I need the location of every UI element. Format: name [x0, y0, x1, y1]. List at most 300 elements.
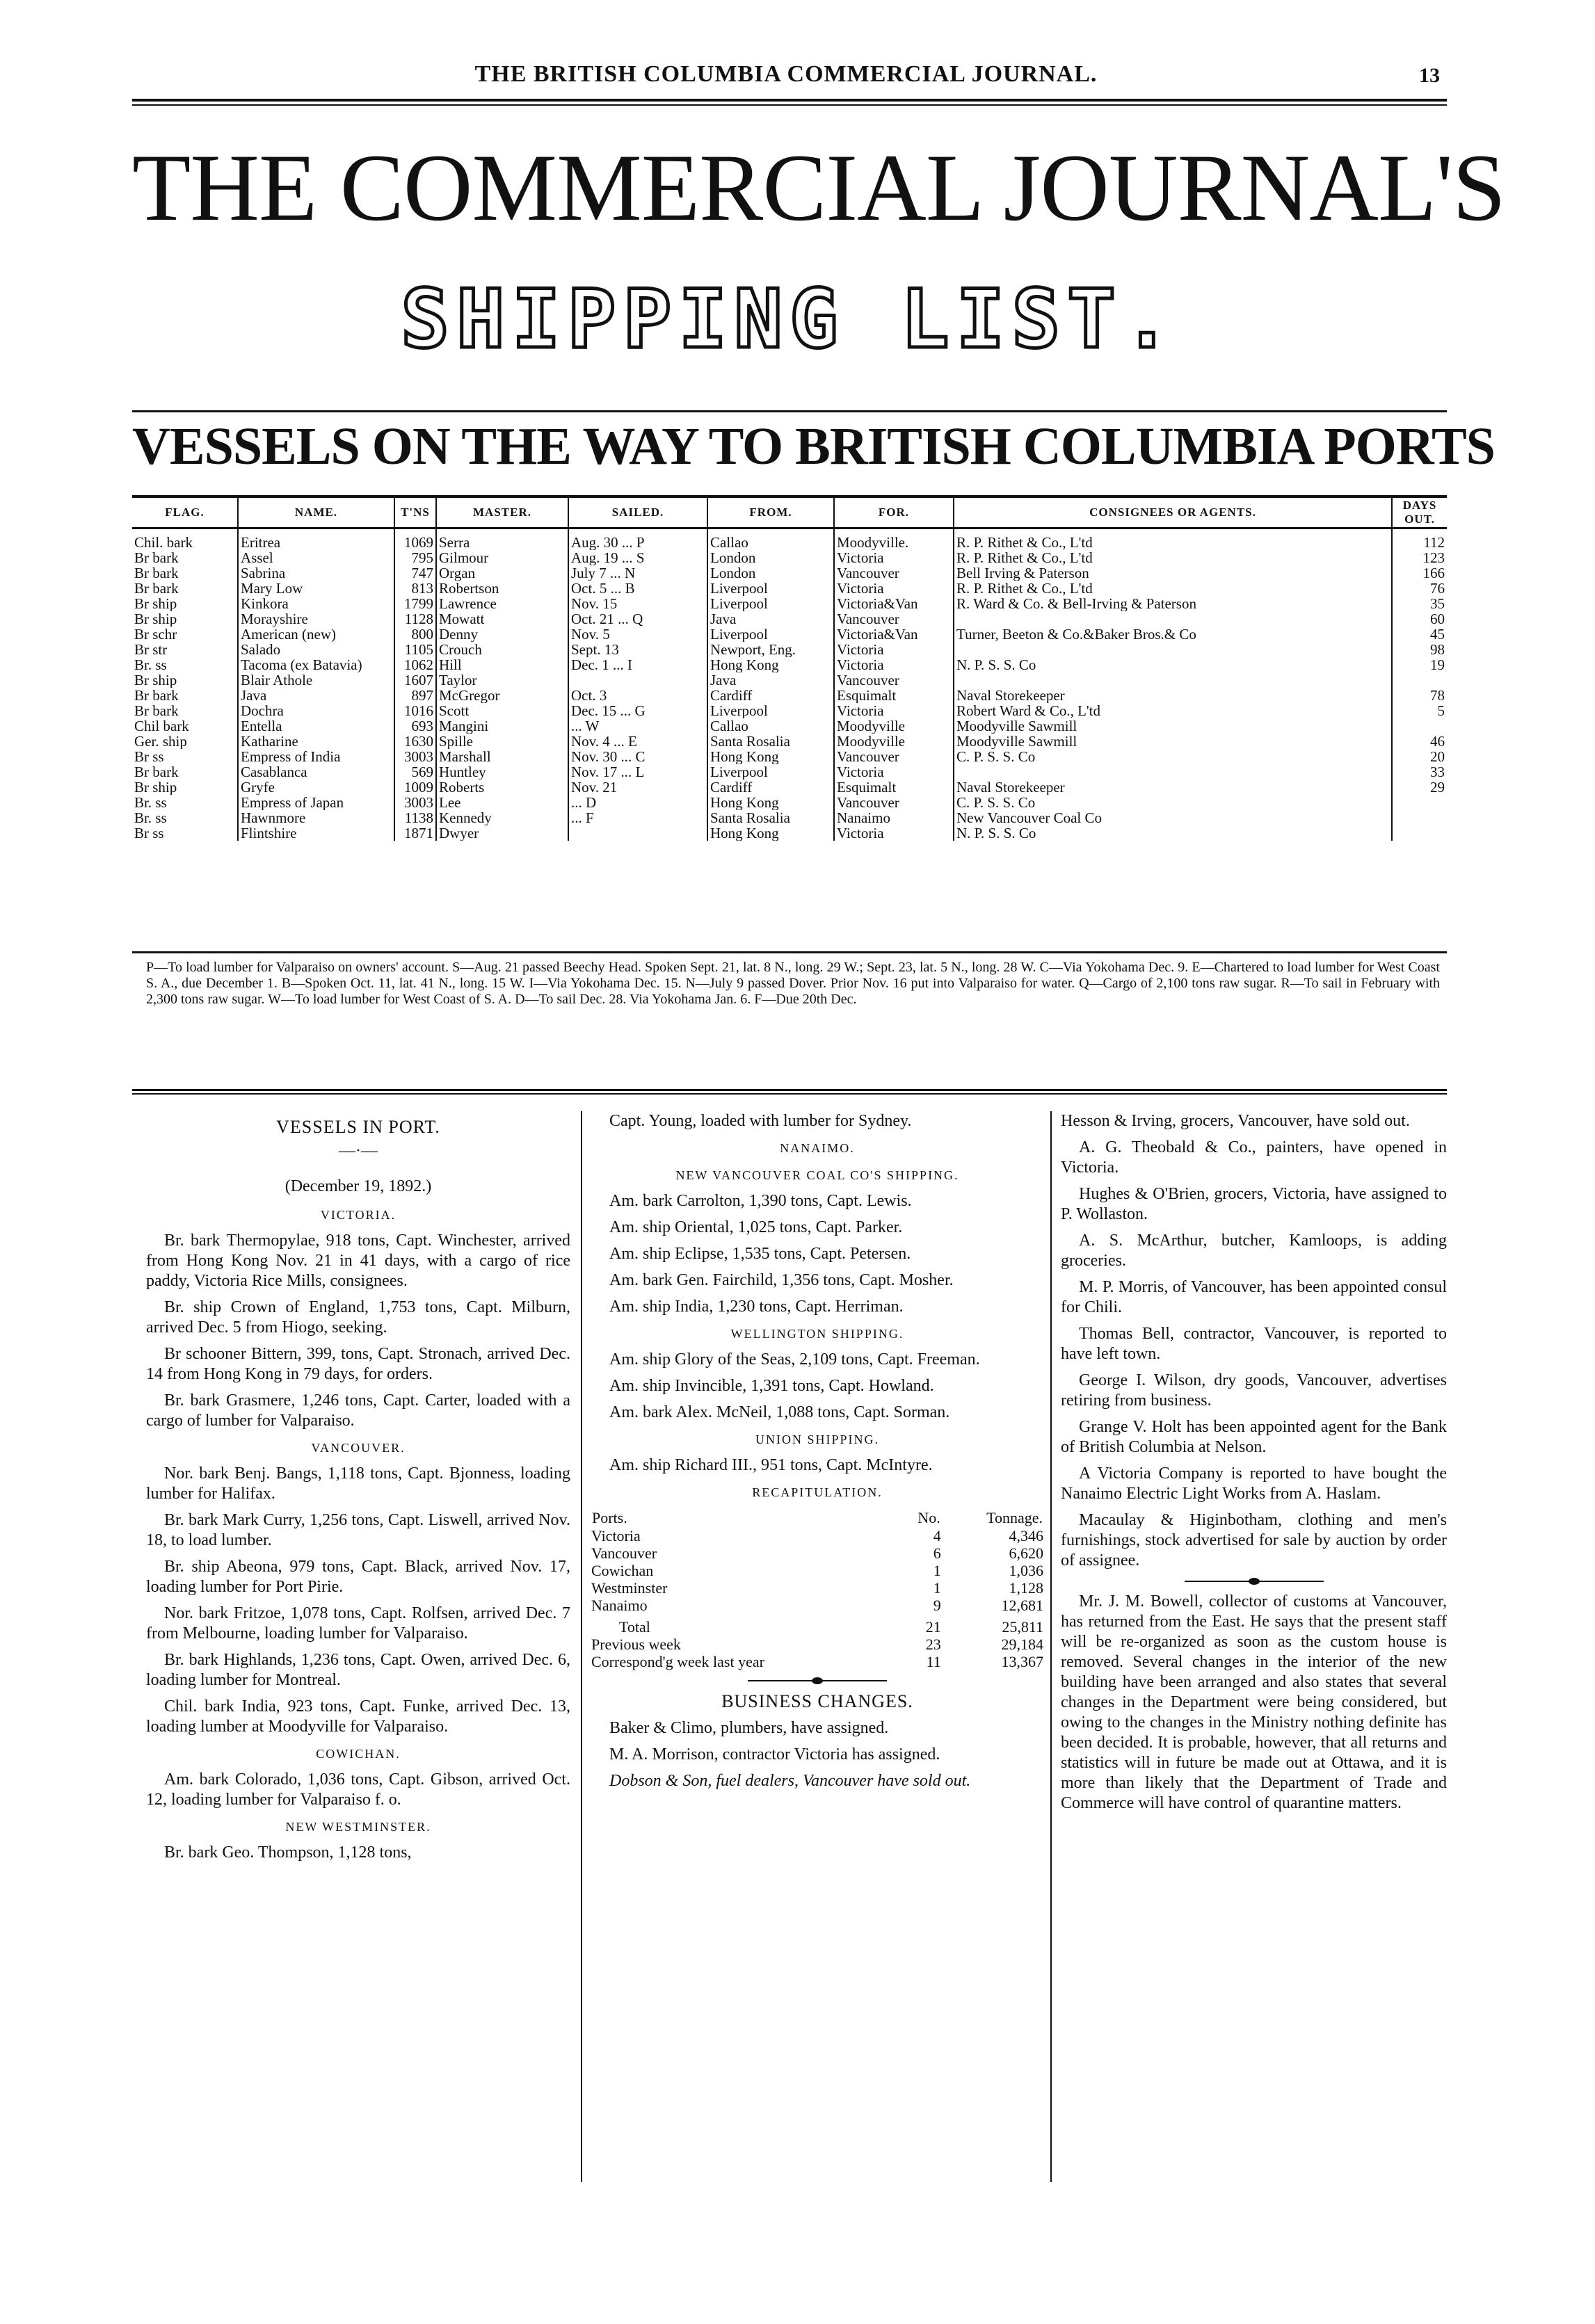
recap-header-row: [591, 1508, 1043, 1527]
table-cell: R. P. Rithet & Co., L'td: [954, 581, 1392, 596]
recap-cell: 6,620: [1009, 1544, 1043, 1562]
table-cell: 747: [394, 565, 436, 581]
table-cell: Hong Kong: [707, 749, 834, 764]
recap-cell: 1: [933, 1562, 941, 1579]
table-cell: Liverpool: [707, 581, 834, 596]
col-consignees: CONSIGNEES OR AGENTS.: [954, 497, 1392, 528]
column-business-notes: [1061, 1111, 1447, 1820]
col-from: FROM.: [707, 497, 834, 528]
paragraph: Macaulay & Higinbotham, clothing and men's furnishings, stock advertised for sale by auction by order of assignee.: [1061, 1511, 1447, 1569]
paragraph: Thomas Bell, contractor, Vancouver, is reported to have left town.: [1061, 1325, 1447, 1363]
table-cell: Liverpool: [707, 703, 834, 718]
table-cell: Liverpool: [707, 764, 834, 780]
table-cell: 813: [394, 581, 436, 596]
table-cell: [954, 672, 1392, 688]
table-cell: Marshall: [436, 749, 568, 764]
table-cell: Hawnmore: [238, 810, 394, 825]
table-cell: Entella: [238, 718, 394, 734]
table-cell: Empress of India: [238, 749, 394, 764]
recap-row: [591, 1527, 1043, 1544]
paragraph: Am. ship India, 1,230 tons, Capt. Herriman.: [609, 1298, 904, 1316]
table-cell: 1607: [394, 672, 436, 688]
table-cell: Taylor: [436, 672, 568, 688]
table-row: [132, 528, 1447, 551]
table-cell: Vancouver: [834, 611, 954, 627]
table-cell: C. P. S. S. Co: [954, 795, 1392, 810]
table-cell: Chil. bark: [132, 528, 238, 551]
table-cell: Br ss: [132, 825, 238, 841]
recap-row: [591, 1562, 1043, 1579]
table-cell: Cardiff: [707, 780, 834, 795]
dash-ornament: —·—: [339, 1142, 378, 1160]
table-cell: Vancouver: [834, 672, 954, 688]
table-cell: Esquimalt: [834, 780, 954, 795]
table-cell: Aug. 19 ... S: [568, 550, 707, 565]
table-cell: New Vancouver Coal Co: [954, 810, 1392, 825]
table-cell: Victoria: [834, 642, 954, 657]
running-head-title: THE BRITISH COLUMBIA COMMERCIAL JOURNAL.: [474, 61, 1098, 87]
table-cell: 569: [394, 764, 436, 780]
table-header-row: [132, 497, 1447, 528]
table-cell: 1871: [394, 825, 436, 841]
paragraph: Br. bark Thermopylae, 918 tons, Capt. Winchester, arrived from Hong Kong Nov. 21 in 41 days, with a cargo of rice paddy, Victoria Rice Mills, consignees.: [146, 1232, 570, 1290]
table-cell: Assel: [238, 550, 394, 565]
recap-cell: 4,346: [1009, 1527, 1043, 1544]
table-row: [132, 565, 1447, 581]
page-number: 13: [1419, 64, 1440, 87]
recap-cell: 6: [933, 1544, 941, 1562]
table-cell: Br bark: [132, 550, 238, 565]
table-cell: 1016: [394, 703, 436, 718]
col-master: MASTER.: [436, 497, 568, 528]
paragraph: Dobson & Son, fuel dealers, Vancouver have sold out.: [609, 1772, 971, 1790]
paragraph: Baker & Climo, plumbers, have assigned.: [609, 1719, 889, 1737]
recap-previous-row: [591, 1636, 1043, 1653]
table-cell: [1392, 795, 1447, 810]
table-notes: P—To load lumber for Valparaiso on owners' account. S—Aug. 21 passed Beechy Head. Spoken Sept. 21, lat. 8 N., long. 29 W.; Sept. 23, lat. 5 N., long. 28 W. C—Via Yokohama Dec. 9. E—Chartered to load lumber for West Coast S. A., due December 1. B—Spoken Oct. 11, lat. 41 N., long. 15 W. I—Via Yokohama Dec. 15. N—July 9 passed Dover. Prior Nov. 16 put into Valparaiso for water. Q—Cargo of 2,100 tons raw sugar. R—To sail in February with 2,300 tons raw sugar. W—To load lumber for West Coast of S. A. D—To sail Dec. 28. Via Yokohama Jan. 6. F—Due 20th Dec.: [146, 960, 1440, 1007]
table-cell: Hill: [436, 657, 568, 672]
table-cell: Vancouver: [834, 565, 954, 581]
recap-cell: 4: [933, 1527, 941, 1544]
table-cell: Dwyer: [436, 825, 568, 841]
paragraph: Am. ship Oriental, 1,025 tons, Capt. Parker.: [609, 1218, 903, 1236]
table-cell: 35: [1430, 596, 1445, 611]
table-cell: 1799: [394, 596, 436, 611]
recap-row: [591, 1544, 1043, 1562]
paragraph: A. G. Theobald & Co., painters, have opened in Victoria.: [1061, 1138, 1447, 1177]
table-cell: Victoria: [834, 550, 954, 565]
table-cell: [954, 642, 1392, 657]
table-cell: Moodyville Sawmill: [954, 734, 1392, 749]
table-cell: Eritrea: [238, 528, 394, 551]
table-cell: Moodyville: [834, 718, 954, 734]
col-sailed: SAILED.: [568, 497, 707, 528]
paragraph: A. S. McArthur, butcher, Kamloops, is adding groceries.: [1061, 1232, 1447, 1270]
table-cell: Java: [238, 688, 394, 703]
table-cell: Br bark: [132, 703, 238, 718]
table-cell: R. P. Rithet & Co., L'td: [954, 528, 1392, 551]
table-cell: Spille: [436, 734, 568, 749]
subheading: VICTORIA.: [320, 1208, 396, 1222]
paragraph: Am. ship Eclipse, 1,535 tons, Capt. Petersen.: [609, 1245, 911, 1263]
recap-row: [591, 1597, 1043, 1614]
subheading: COWICHAN.: [316, 1747, 401, 1761]
paragraph: M. A. Morrison, contractor Victoria has assigned.: [609, 1745, 940, 1764]
table-row: [132, 627, 1447, 642]
recap-cell: 1,128: [1009, 1579, 1043, 1597]
table-cell: Lawrence: [436, 596, 568, 611]
table-cell: 45: [1430, 627, 1445, 642]
table-cell: Br ship: [132, 611, 238, 627]
paragraph: Grange V. Holt has been appointed agent for the Bank of British Columbia at Nelson.: [1061, 1418, 1447, 1456]
table-cell: Victoria: [834, 581, 954, 596]
table-cell: Nov. 15: [568, 596, 707, 611]
recap-cell: Victoria: [591, 1527, 641, 1544]
table-cell: Br ss: [132, 749, 238, 764]
table-row: [132, 718, 1447, 734]
table-cell: Kennedy: [436, 810, 568, 825]
table-cell: Turner, Beeton & Co.&Baker Bros.& Co: [954, 627, 1392, 642]
table-cell: Mowatt: [436, 611, 568, 627]
table-cell: 98: [1430, 642, 1445, 657]
table-row: [132, 810, 1447, 825]
table-cell: Br str: [132, 642, 238, 657]
table-cell: Aug. 30 ... P: [568, 528, 707, 551]
table-cell: Vancouver: [834, 795, 954, 810]
table-cell: 897: [394, 688, 436, 703]
masthead-title: THE COMMERCIAL JOURNAL'S: [132, 134, 1505, 241]
recap-col-tonnage: Tonnage.: [986, 1509, 1043, 1526]
table-cell: Lee: [436, 795, 568, 810]
rule: [132, 104, 1447, 106]
table-cell: Nov. 30 ... C: [568, 749, 707, 764]
paragraph: Br. ship Abeona, 979 tons, Capt. Black, arrived Nov. 17, loading lumber for Port Pirie.: [146, 1558, 570, 1596]
table-cell: ... D: [568, 795, 707, 810]
table-cell: Robertson: [436, 581, 568, 596]
section-heading: VESSELS IN PORT.: [276, 1117, 440, 1137]
table-cell: 1138: [394, 810, 436, 825]
table-cell: Newport, Eng.: [707, 642, 834, 657]
table-cell: Organ: [436, 565, 568, 581]
paragraph: Am. ship Glory of the Seas, 2,109 tons, Capt. Freeman.: [609, 1350, 980, 1369]
table-cell: Java: [707, 672, 834, 688]
paragraph: Am. bark Gen. Fairchild, 1,356 tons, Capt. Mosher.: [609, 1271, 954, 1289]
table-row: [132, 749, 1447, 764]
paragraph: Am. bark Alex. McNeil, 1,088 tons, Capt. Sorman.: [609, 1403, 950, 1421]
table-cell: Dec. 15 ... G: [568, 703, 707, 718]
paragraph: Capt. Young, loaded with lumber for Sydney.: [609, 1112, 912, 1130]
dateline: (December 19, 1892.): [284, 1177, 432, 1195]
table-cell: 33: [1430, 764, 1445, 780]
table-cell: 693: [394, 718, 436, 734]
recap-cell: 9: [933, 1597, 941, 1614]
table-cell: 1128: [394, 611, 436, 627]
recap-corresponding-row: [591, 1653, 1043, 1670]
paragraph: Am. ship Richard III., 951 tons, Capt. McIntyre.: [609, 1456, 933, 1474]
table-cell: Dochra: [238, 703, 394, 718]
table-cell: 795: [394, 550, 436, 565]
table-row: [132, 672, 1447, 688]
separator-ornament: [1185, 1581, 1324, 1582]
table-cell: Oct. 21 ... Q: [568, 611, 707, 627]
paragraph: Hesson & Irving, grocers, Vancouver, have sold out.: [1061, 1112, 1410, 1130]
column-rule: [581, 1111, 582, 2182]
table-cell: Br bark: [132, 764, 238, 780]
recap-cell: Cowichan: [591, 1562, 654, 1579]
rule: [132, 951, 1447, 953]
paragraph: Nor. bark Benj. Bangs, 1,118 tons, Capt. Bjonness, loading lumber for Halifax.: [146, 1464, 570, 1503]
table-cell: 112: [1423, 534, 1445, 550]
recap-cell: Vancouver: [591, 1544, 657, 1562]
col-name: NAME.: [238, 497, 394, 528]
table-cell: Sabrina: [238, 565, 394, 581]
table-body: [132, 528, 1447, 841]
table-cell: Victoria: [834, 657, 954, 672]
subheading: UNION SHIPPING.: [755, 1433, 879, 1446]
recap-col-no: No.: [917, 1509, 940, 1526]
table-cell: Br. ss: [132, 795, 238, 810]
table-row: [132, 780, 1447, 795]
table-cell: [568, 672, 707, 688]
table-cell: Victoria: [834, 764, 954, 780]
table-cell: Br. ss: [132, 657, 238, 672]
paragraph: Br. bark Mark Curry, 1,256 tons, Capt. Liswell, arrived Nov. 18, to load lumber.: [146, 1511, 570, 1549]
table-cell: [568, 825, 707, 841]
table-cell: Dec. 1 ... I: [568, 657, 707, 672]
table-row: [132, 642, 1447, 657]
paragraph: Am. bark Colorado, 1,036 tons, Capt. Gibson, arrived Oct. 12, loading lumber for Valparaiso f. o.: [146, 1770, 570, 1809]
table-cell: C. P. S. S. Co: [954, 749, 1392, 764]
paragraph: Nor. bark Fritzoe, 1,078 tons, Capt. Rolfsen, arrived Dec. 7 from Melbourne, loading lumber for Valparaiso.: [146, 1604, 570, 1643]
recap-total-tonnage: 25,811: [1002, 1618, 1043, 1636]
column-nanaimo: [591, 1111, 1043, 1798]
recap-cell: 12,681: [1001, 1597, 1043, 1614]
table-cell: Naval Storekeeper: [954, 780, 1392, 795]
table-cell: Cardiff: [707, 688, 834, 703]
table-cell: American (new): [238, 627, 394, 642]
table-row: [132, 657, 1447, 672]
paragraph: Chil. bark India, 923 tons, Capt. Funke, arrived Dec. 13, loading lumber at Moodyville for Valparaiso.: [146, 1697, 570, 1736]
table-cell: Gilmour: [436, 550, 568, 565]
section-heading: BUSINESS CHANGES.: [721, 1691, 913, 1711]
table-cell: Moodyville.: [834, 528, 954, 551]
table-cell: 1009: [394, 780, 436, 795]
table-cell: R. Ward & Co. & Bell-Irving & Paterson: [954, 596, 1392, 611]
table-cell: Hong Kong: [707, 795, 834, 810]
table-cell: 19: [1430, 657, 1445, 672]
table-cell: ... F: [568, 810, 707, 825]
recap-cell: 1: [933, 1579, 941, 1597]
table-cell: Crouch: [436, 642, 568, 657]
table-row: [132, 734, 1447, 749]
subheading: NEW VANCOUVER COAL CO'S SHIPPING.: [675, 1168, 959, 1182]
recap-total-row: [591, 1614, 1043, 1636]
table-cell: Santa Rosalia: [707, 810, 834, 825]
rule: [132, 99, 1447, 102]
table-cell: Br ship: [132, 672, 238, 688]
table-cell: [954, 764, 1392, 780]
table-cell: Bell Irving & Paterson: [954, 565, 1392, 581]
table-cell: Nov. 4 ... E: [568, 734, 707, 749]
table-cell: Kinkora: [238, 596, 394, 611]
table-cell: Katharine: [238, 734, 394, 749]
table-cell: Br schr: [132, 627, 238, 642]
table-cell: Empress of Japan: [238, 795, 394, 810]
subheading: RECAPITULATION.: [752, 1485, 883, 1499]
table-cell: Huntley: [436, 764, 568, 780]
section-title: VESSELS ON THE WAY TO BRITISH COLUMBIA PORTS: [132, 417, 1495, 476]
table-cell: Sept. 13: [568, 642, 707, 657]
recap-previous-no: 23: [925, 1636, 941, 1653]
table-cell: Victoria&Van: [834, 627, 954, 642]
paragraph: Hughes & O'Brien, grocers, Victoria, have assigned to P. Wollaston.: [1061, 1185, 1447, 1223]
table-cell: Mary Low: [238, 581, 394, 596]
table-cell: Br bark: [132, 581, 238, 596]
table-cell: Nanaimo: [834, 810, 954, 825]
table-cell: Flintshire: [238, 825, 394, 841]
table-cell: Salado: [238, 642, 394, 657]
col-tons: T'NS: [394, 497, 436, 528]
subheading: VANCOUVER.: [311, 1441, 406, 1455]
table-cell: [1392, 672, 1447, 688]
table-cell: Santa Rosalia: [707, 734, 834, 749]
table-cell: 60: [1430, 611, 1445, 627]
table-cell: 1105: [394, 642, 436, 657]
recap-cell: Westminster: [591, 1579, 668, 1597]
table-cell: Br bark: [132, 688, 238, 703]
vessels-table: [132, 495, 1447, 841]
table-cell: Liverpool: [707, 596, 834, 611]
table-cell: Chil bark: [132, 718, 238, 734]
paragraph: Br. bark Highlands, 1,236 tons, Capt. Owen, arrived Dec. 6, loading lumber for Montreal.: [146, 1651, 570, 1689]
table-cell: McGregor: [436, 688, 568, 703]
paragraph: Br. bark Grasmere, 1,246 tons, Capt. Carter, loaded with a cargo of lumber for Valparaiso.: [146, 1391, 570, 1430]
table-cell: 29: [1430, 780, 1445, 795]
table-cell: Br ship: [132, 780, 238, 795]
table-cell: ... W: [568, 718, 707, 734]
table-cell: Victoria: [834, 825, 954, 841]
recap-total-no: 21: [925, 1618, 941, 1636]
table-cell: N. P. S. S. Co: [954, 825, 1392, 841]
table-cell: Mangini: [436, 718, 568, 734]
table-row: [132, 596, 1447, 611]
masthead-subtitle: SHIPPING LIST.: [401, 273, 1178, 366]
table-row: [132, 688, 1447, 703]
table-row: [132, 795, 1447, 810]
table-cell: Moodyville: [834, 734, 954, 749]
table-cell: [1392, 718, 1447, 734]
subheading: NEW WESTMINSTER.: [285, 1820, 431, 1834]
table-row: [132, 581, 1447, 596]
table-cell: Nov. 21: [568, 780, 707, 795]
table-cell: Java: [707, 611, 834, 627]
table-cell: 78: [1430, 688, 1445, 703]
rule: [132, 1089, 1447, 1091]
table-cell: 800: [394, 627, 436, 642]
paragraph: Am. bark Carrolton, 1,390 tons, Capt. Lewis.: [609, 1192, 912, 1210]
paragraph: M. P. Morris, of Vancouver, has been appointed consul for Chili.: [1061, 1278, 1447, 1316]
subheading: WELLINGTON SHIPPING.: [730, 1327, 904, 1341]
recap-corresponding-no: 11: [926, 1653, 941, 1670]
table-cell: Esquimalt: [834, 688, 954, 703]
table-cell: London: [707, 565, 834, 581]
table-cell: Br bark: [132, 565, 238, 581]
recap-row: [591, 1579, 1043, 1597]
table-cell: Blair Athole: [238, 672, 394, 688]
table-row: [132, 550, 1447, 565]
table-cell: Callao: [707, 718, 834, 734]
recap-cell: 1,036: [1009, 1562, 1043, 1579]
table-cell: Victoria: [834, 703, 954, 718]
rule: [132, 1093, 1447, 1095]
paragraph: Br schooner Bittern, 399, tons, Capt. Stronach, arrived Dec. 14 from Hong Kong in 79 days, for orders.: [146, 1345, 570, 1383]
table-cell: 166: [1422, 565, 1445, 581]
table-row: [132, 703, 1447, 718]
table-cell: London: [707, 550, 834, 565]
table-cell: N. P. S. S. Co: [954, 657, 1392, 672]
table-cell: 46: [1430, 734, 1445, 749]
table-cell: Ger. ship: [132, 734, 238, 749]
running-head: [132, 61, 1440, 93]
table-cell: Robert Ward & Co., L'td: [954, 703, 1392, 718]
recap-previous-tonnage: 29,184: [1001, 1636, 1043, 1653]
col-flag: FLAG.: [132, 497, 238, 528]
rule: [132, 410, 1447, 412]
table-cell: Morayshire: [238, 611, 394, 627]
table-cell: 76: [1430, 581, 1445, 596]
table-cell: 20: [1430, 749, 1445, 764]
table-cell: Oct. 5 ... B: [568, 581, 707, 596]
table-cell: Scott: [436, 703, 568, 718]
col-for: FOR.: [834, 497, 954, 528]
column-vessels-in-port: [146, 1111, 570, 1869]
table-cell: Serra: [436, 528, 568, 551]
table-cell: Tacoma (ex Batavia): [238, 657, 394, 672]
subheading: NANAIMO.: [780, 1141, 855, 1155]
table-cell: Naval Storekeeper: [954, 688, 1392, 703]
col-days-out: DAYS OUT.: [1392, 497, 1447, 528]
table-cell: 1069: [394, 528, 436, 551]
table-cell: Liverpool: [707, 627, 834, 642]
table-cell: Vancouver: [834, 749, 954, 764]
recapitulation-table: [591, 1508, 1043, 1670]
table-cell: Oct. 3: [568, 688, 707, 703]
table-cell: 3003: [394, 749, 436, 764]
recap-previous-label: Previous week: [591, 1636, 681, 1653]
paragraph: A Victoria Company is reported to have bought the Nanaimo Electric Light Works from A. Haslam.: [1061, 1464, 1447, 1503]
table-cell: [1392, 825, 1447, 841]
recap-col-ports: Ports.: [592, 1509, 627, 1526]
table-cell: Victoria&Van: [834, 596, 954, 611]
table-cell: Nov. 5: [568, 627, 707, 642]
table-cell: July 7 ... N: [568, 565, 707, 581]
table-cell: Br ship: [132, 596, 238, 611]
table-cell: 3003: [394, 795, 436, 810]
table-row: [132, 825, 1447, 841]
recap-body: [591, 1527, 1043, 1614]
paragraph: Br. ship Crown of England, 1,753 tons, Capt. Milburn, arrived Dec. 5 from Hiogo, seeking.: [146, 1298, 570, 1337]
table-cell: Hong Kong: [707, 657, 834, 672]
paragraph: Am. ship Invincible, 1,391 tons, Capt. Howland.: [609, 1377, 934, 1395]
table-row: [132, 611, 1447, 627]
recap-total-label: Total: [619, 1618, 650, 1636]
table-cell: Hong Kong: [707, 825, 834, 841]
column-rule: [1050, 1111, 1052, 2182]
article: Mr. J. M. Bowell, collector of customs at Vancouver, has returned from the East. He says that the present staff will be re-organized as soon as the custom house is removed. Several changes in the interior of the new building have been arranged and also states that several changes in the Department were being considered, but owing to the changes in the Ministry nothing definite has been decided. It is probable, however, that all returns and statistics will in future be made out at Ottawa, and it is more than likely that the Department of Trade and Commerce will have control of quarantine matters.: [1061, 1592, 1447, 1812]
table-cell: Gryfe: [238, 780, 394, 795]
table-cell: Nov. 17 ... L: [568, 764, 707, 780]
table-cell: 1630: [394, 734, 436, 749]
